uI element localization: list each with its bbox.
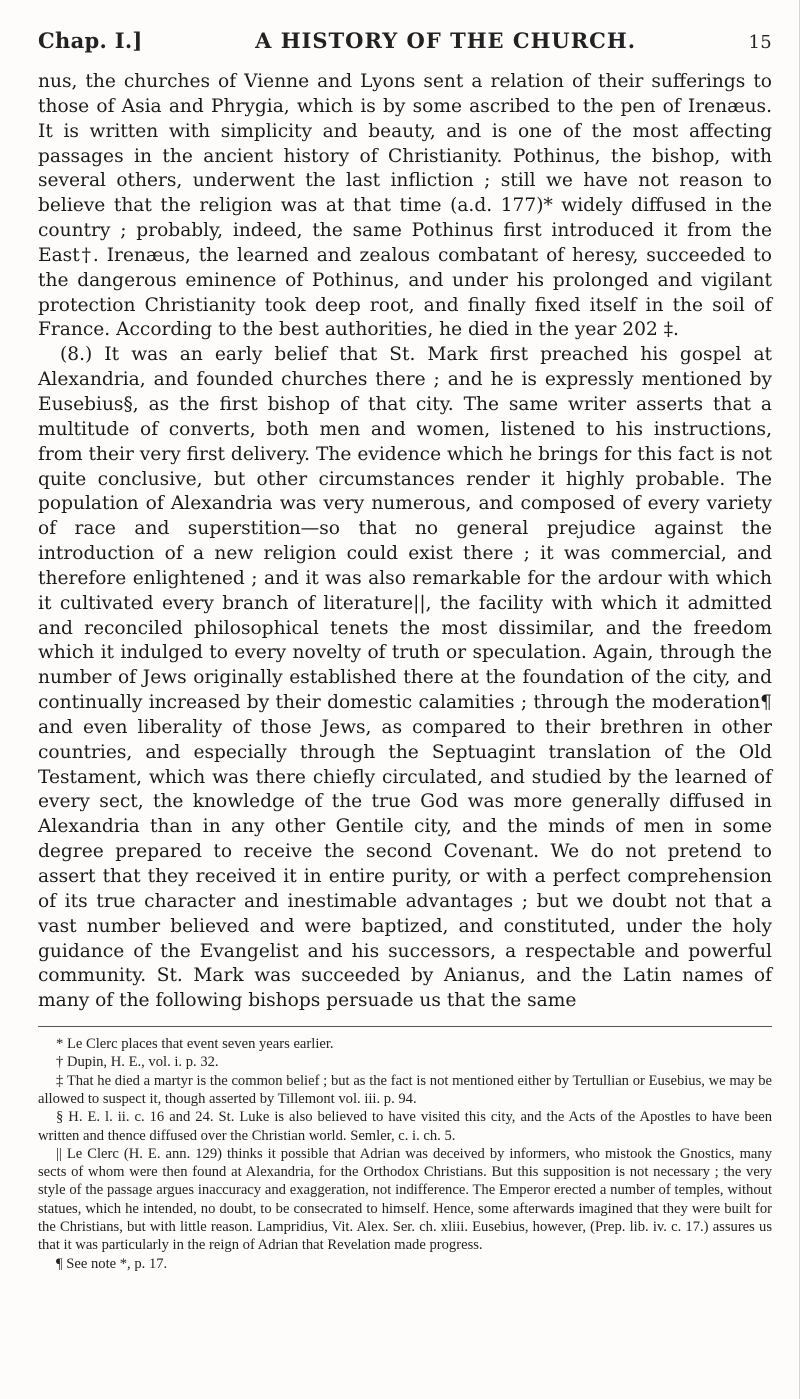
running-header [38, 28, 772, 62]
main-text [38, 70, 772, 1014]
footnote-dagger: † Dupin, H. E., vol. i. p. 32. [56, 1054, 219, 1071]
footnote-pilcrow: ¶ See note *, p. 17. [56, 1255, 168, 1272]
footnote-parallel: || Le Clerc (H. E. ann. 129) thinks it possible that Adrian was deceived by informers, who mistook the Gnostics, many sects of whom were then found at Alexandria, for the Orthodox Christians. But this supposition is not necessary ; the very style of the passage argues inaccuracy and exaggeration, not indifference. The Emperor erected a number of temples, without statues, which he intended, no doubt, to be consecrated to himself. Hence, some afterwards imagined that they were built for the Christians, but with little reason. Lampridius, Vit. Alex. Ser. ch. xliii. Eusebius, however, (Prep. lib. iv. c. 17.) assures us that it was particularly in the reign of Adrian that Revelation made progress. [38, 1145, 772, 1254]
running-title: A HISTORY OF THE CHURCH. [255, 28, 637, 53]
footnote-section: § H. E. l. ii. c. 16 and 24. St. Luke is also believed to have visited this city, and the Acts of the Apostles to have been written and thence diffused over the Christian world. Semler, c. i. ch. 5. [38, 1109, 772, 1144]
footnote-asterisk: * Le Clerc places that event seven years earlier. [56, 1036, 334, 1053]
footnote-rule [38, 1026, 772, 1027]
chapter-label: Chap. I.] [38, 28, 143, 53]
paragraph-2: (8.) It was an early belief that St. Mark first preached his gospel at Alexandria, and founded churches there ; and he is expressly mentioned by Eusebius§, as the first bishop of that city. The same writer asserts that a multitude of converts, both men and women, listened to his instructions, from their very first delivery. The evidence which he brings for this fact is not quite conclusive, but other circumstances render it highly probable. The population of Alexandria was very numerous, and composed of every variety of race and superstition—so that no general prejudice against the introduction of a new religion could exist there ; it was commercial, and therefore enlightened ; and it was also remarkable for the ardour with which it cultivated every branch of literature||, the facility with which it admitted and reconciled philosophical tenets the most dissimilar, and the freedom which it indulged to every novelty of truth or speculation. Again, through the number of Jews originally established there at the foundation of the city, and continually increased by their domestic calamities ; through the moderation¶ and even liberality of those Jews, as compared to their brethren in other countries, and especially through the Septuagint translation of the Old Testament, which was there chiefly circulated, and studied by the learned of every sect, the knowledge of the true God was more generally diffused in Alexandria than in any other Gentile city, and the minds of men in some degree prepared to receive the second Covenant. We do not pretend to assert that they received it in entire purity, or with a perfect comprehension of its true character and inestimable advantages ; but we doubt not that a vast number believed and were baptized, and constituted, under the holy guidance of the Evangelist and his successors, a respectable and powerful community. St. Mark was succeeded by Anianus, and the Latin names of many of the following bishops persuade us that the same [38, 344, 772, 1012]
paragraph-1: nus, the churches of Vienne and Lyons sent a relation of their sufferings to those of Asia and Phrygia, which is by some ascribed to the pen of Irenæus. It is written with simplicity and beauty, and is one of the most affecting passages in the ancient history of Christianity. Pothinus, the bishop, with several others, underwent the last infliction ; still we have not reason to believe that the religion was at that time (a.d. 177)* widely diffused in the country ; probably, indeed, the same Pothinus first introduced it from the East†. Irenæus, the learned and zealous combatant of heresy, succeeded to the dangerous eminence of Pothinus, and under his prolonged and vigilant protection Christianity took deep root, and finally fixed itself in the soil of France. According to the best authorities, he died in the year 202 ‡. [38, 71, 772, 341]
page-number: 15 [748, 32, 772, 53]
footnotes [38, 1035, 772, 1273]
footnote-double-dagger: ‡ That he died a martyr is the common belief ; but as the fact is not mentioned either by Tertullian or Eusebius, we may be allowed to suspect it, though asserted by Tillemont vol. iii. p. 94. [38, 1072, 772, 1107]
book-page [38, 28, 772, 1273]
